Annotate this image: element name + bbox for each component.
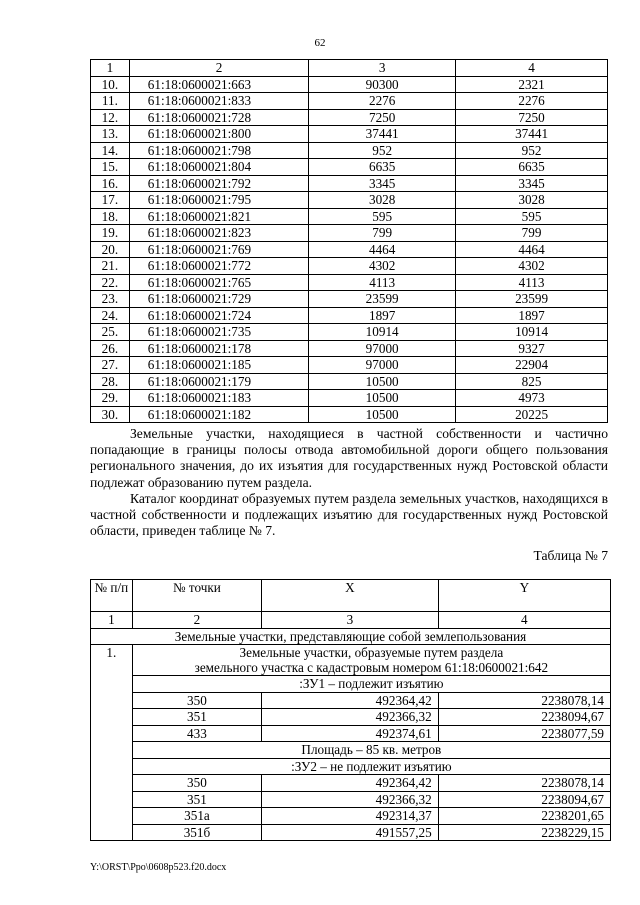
row-number: 13. [91, 126, 130, 143]
total-area: 3028 [309, 192, 456, 209]
row-number: 23. [91, 291, 130, 308]
zu1-label: :ЗУ1 – подлежит изъятию [132, 676, 610, 693]
row-number: 25. [91, 324, 130, 341]
cadastral-number: 61:18:0600021:798 [129, 142, 308, 159]
point-id: 351б [132, 824, 261, 841]
cadastral-number: 61:18:0600021:182 [129, 406, 308, 423]
coordinate-catalog-table [90, 579, 611, 841]
row-number: 24. [91, 307, 130, 324]
coord-row [91, 824, 611, 841]
table-row [91, 390, 608, 407]
table-row [91, 258, 608, 275]
table2-index-row [91, 612, 611, 629]
area-label: Площадь – 85 кв. метров [132, 742, 610, 759]
total-area: 10500 [309, 373, 456, 390]
row-number: 30. [91, 406, 130, 423]
seized-area: 6635 [456, 159, 608, 176]
cadastral-number: 61:18:0600021:735 [129, 324, 308, 341]
row-number: 11. [91, 93, 130, 110]
area-row [91, 742, 611, 759]
coord-x: 492374,61 [262, 725, 439, 742]
cadastral-number: 61:18:0600021:823 [129, 225, 308, 242]
coord-row [91, 709, 611, 726]
table-row [91, 274, 608, 291]
coord-y: 2238077,59 [438, 725, 610, 742]
index-cell: 1 [91, 612, 133, 629]
column-index-cell: 1 [91, 60, 130, 77]
paragraph-private-plots [90, 426, 608, 491]
seized-area: 2321 [456, 76, 608, 93]
seized-area: 2276 [456, 93, 608, 110]
total-area: 4302 [309, 258, 456, 275]
cadastral-number: 61:18:0600021:772 [129, 258, 308, 275]
seized-area: 4302 [456, 258, 608, 275]
row-number: 29. [91, 390, 130, 407]
seized-area: 799 [456, 225, 608, 242]
coord-row [91, 808, 611, 825]
table-row [91, 76, 608, 93]
seized-area: 37441 [456, 126, 608, 143]
paragraph-catalog-text: Каталог координат образуемых путем раздела земельных участков, находящихся в частной собственности и подлежащих изъятию для государственных нужд Ростовской области, приведен таблице № 7. [90, 491, 608, 539]
seized-area: 23599 [456, 291, 608, 308]
header-x: X [262, 580, 439, 612]
row-number: 12. [91, 109, 130, 126]
zu2-label-row [91, 758, 611, 775]
total-area: 1897 [309, 307, 456, 324]
point-id: 350 [132, 692, 261, 709]
coord-x: 492364,42 [262, 775, 439, 792]
coord-x: 492314,37 [262, 808, 439, 825]
table-row [91, 241, 608, 258]
table-row [91, 225, 608, 242]
coord-y: 2238078,14 [438, 692, 610, 709]
coord-x: 492364,42 [262, 692, 439, 709]
table-row [91, 126, 608, 143]
header-y: Y [438, 580, 610, 612]
table-row [91, 406, 608, 423]
row-number: 19. [91, 225, 130, 242]
seized-area: 1897 [456, 307, 608, 324]
cadastral-number: 61:18:0600021:804 [129, 159, 308, 176]
row-number: 15. [91, 159, 130, 176]
cadastral-number: 61:18:0600021:792 [129, 175, 308, 192]
coord-x: 492366,32 [262, 709, 439, 726]
total-area: 799 [309, 225, 456, 242]
header-point: № точки [132, 580, 261, 612]
cadastral-number: 61:18:0600021:728 [129, 109, 308, 126]
coord-y: 2238201,65 [438, 808, 610, 825]
seized-area: 10914 [456, 324, 608, 341]
header-num: № п/п [91, 580, 133, 612]
item-number: 1. [91, 645, 133, 841]
table1-header-row [91, 60, 608, 77]
point-id: 351а [132, 808, 261, 825]
footer-file-path: Y:\ORST\Ppo\0608p523.f20.docx [90, 862, 227, 873]
table-row [91, 159, 608, 176]
cadastral-number: 61:18:0600021:729 [129, 291, 308, 308]
table-row [91, 208, 608, 225]
point-id: 351 [132, 709, 261, 726]
total-area: 97000 [309, 340, 456, 357]
seized-area: 4464 [456, 241, 608, 258]
seized-area: 20225 [456, 406, 608, 423]
table-row [91, 93, 608, 110]
table-row [91, 324, 608, 341]
total-area: 3345 [309, 175, 456, 192]
seized-area: 952 [456, 142, 608, 159]
total-area: 6635 [309, 159, 456, 176]
table-row [91, 291, 608, 308]
coord-row [91, 692, 611, 709]
total-area: 97000 [309, 357, 456, 374]
cadastral-number: 61:18:0600021:800 [129, 126, 308, 143]
row-number: 22. [91, 274, 130, 291]
row-number: 28. [91, 373, 130, 390]
row-number: 20. [91, 241, 130, 258]
row-number: 21. [91, 258, 130, 275]
row-number: 14. [91, 142, 130, 159]
seized-area: 4113 [456, 274, 608, 291]
total-area: 10500 [309, 406, 456, 423]
coord-y: 2238094,67 [438, 791, 610, 808]
cadastral-number: 61:18:0600021:821 [129, 208, 308, 225]
table-row [91, 109, 608, 126]
table-caption: Таблица № 7 [533, 548, 608, 563]
table-row [91, 357, 608, 374]
cadastral-number: 61:18:0600021:178 [129, 340, 308, 357]
point-id: 350 [132, 775, 261, 792]
index-cell: 4 [438, 612, 610, 629]
table-row [91, 175, 608, 192]
cadastral-number: 61:18:0600021:724 [129, 307, 308, 324]
seized-area: 595 [456, 208, 608, 225]
column-index-cell: 2 [129, 60, 308, 77]
coord-x: 492366,32 [262, 791, 439, 808]
item-title-row [91, 645, 611, 676]
coord-y: 2238078,14 [438, 775, 610, 792]
row-number: 27. [91, 357, 130, 374]
total-area: 10500 [309, 390, 456, 407]
section-title-row [91, 628, 611, 645]
cadastral-number: 61:18:0600021:765 [129, 274, 308, 291]
coord-row [91, 725, 611, 742]
row-number: 26. [91, 340, 130, 357]
table2-header-row [91, 580, 611, 612]
cadastral-number: 61:18:0600021:833 [129, 93, 308, 110]
table-row [91, 192, 608, 209]
cadastral-number: 61:18:0600021:663 [129, 76, 308, 93]
total-area: 2276 [309, 93, 456, 110]
column-index-cell: 4 [456, 60, 608, 77]
table-row [91, 340, 608, 357]
item-title-line2: земельного участка с кадастровым номером 61:18:0600021:642 [194, 660, 549, 675]
cadastral-number: 61:18:0600021:183 [129, 390, 308, 407]
coord-row [91, 791, 611, 808]
seized-area: 825 [456, 373, 608, 390]
paragraph-private-plots-text: Земельные участки, находящиеся в частной собственности и частично попадающие в границы полосы отвода автомобильной дороги общего пользования регионального значения, до их изъятия для государственных нужд Ростовской области подлежат образованию путем раздела. [90, 426, 608, 490]
seized-area: 3345 [456, 175, 608, 192]
total-area: 23599 [309, 291, 456, 308]
cadastral-number: 61:18:0600021:795 [129, 192, 308, 209]
cadastral-number: 61:18:0600021:769 [129, 241, 308, 258]
index-cell: 2 [132, 612, 261, 629]
item-title [132, 645, 610, 676]
cadastral-number: 61:18:0600021:179 [129, 373, 308, 390]
row-number: 10. [91, 76, 130, 93]
total-area: 952 [309, 142, 456, 159]
coord-y: 2238229,15 [438, 824, 610, 841]
total-area: 595 [309, 208, 456, 225]
table-row [91, 142, 608, 159]
row-number: 16. [91, 175, 130, 192]
cadastral-number: 61:18:0600021:185 [129, 357, 308, 374]
paragraph-catalog [90, 491, 608, 540]
total-area: 4464 [309, 241, 456, 258]
zu1-label-row [91, 676, 611, 693]
coord-y: 2238094,67 [438, 709, 610, 726]
seized-area: 22904 [456, 357, 608, 374]
index-cell: 3 [262, 612, 439, 629]
coord-x: 491557,25 [262, 824, 439, 841]
zu2-label: :ЗУ2 – не подлежит изъятию [132, 758, 610, 775]
section-title: Земельные участки, представляющие собой землепользования [91, 628, 611, 645]
seized-area: 3028 [456, 192, 608, 209]
cadastral-area-table [90, 59, 608, 423]
coord-row [91, 775, 611, 792]
seized-area: 7250 [456, 109, 608, 126]
point-id: 433 [132, 725, 261, 742]
seized-area: 9327 [456, 340, 608, 357]
item-title-line1: Земельные участки, образуемые путем раздела [239, 645, 504, 660]
table-row [91, 307, 608, 324]
seized-area: 4973 [456, 390, 608, 407]
row-number: 18. [91, 208, 130, 225]
total-area: 7250 [309, 109, 456, 126]
total-area: 10914 [309, 324, 456, 341]
page-number: 62 [314, 37, 326, 49]
column-index-cell: 3 [309, 60, 456, 77]
total-area: 37441 [309, 126, 456, 143]
point-id: 351 [132, 791, 261, 808]
total-area: 4113 [309, 274, 456, 291]
total-area: 90300 [309, 76, 456, 93]
table-row [91, 373, 608, 390]
row-number: 17. [91, 192, 130, 209]
